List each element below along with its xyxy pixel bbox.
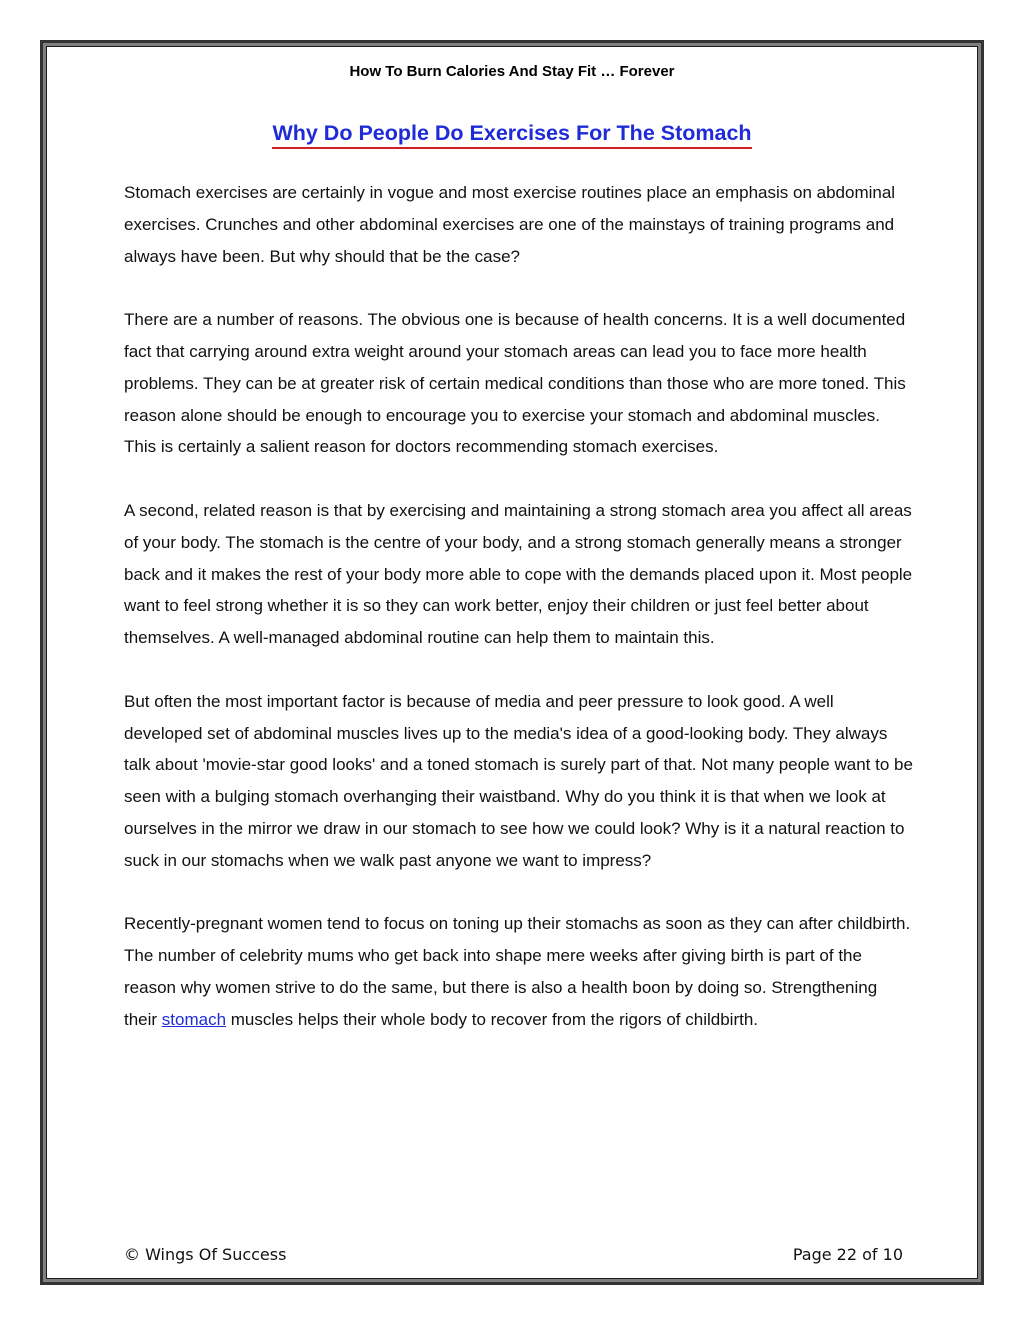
paragraph-4: But often the most important factor is because of media and peer pressure to look good. A well developed set of abdominal muscles lives up to the media's idea of a good-looking body. They always talk about 'movie-star good looks' and a toned stomach is surely part of that. Not many people want to be seen with a bulging stomach overhanging their waistband. Why do you think it is that when we look at ourselves in the mirror we draw in our stomach to see how we could look? Why is it a natural reaction to suck in our stomachs when we walk past anyone we want to impress?	[124, 691, 913, 870]
paragraph-1: Stomach exercises are certainly in vogue and most exercise routines place an emphasis on abdominal exercises. Crunches and other abdominal exercises are one of the mainstays of training programs and always have been. But why should that be the case?	[124, 183, 896, 266]
page-content-area	[46, 46, 978, 1279]
running-header: How To Burn Calories And Stay Fit … Forever	[349, 63, 675, 80]
paragraph-3: A second, related reason is that by exercising and maintaining a strong stomach area you affect all areas of your body. The stomach is the centre of your body, and a strong stomach generally means a stronger back and it makes the rest of your body more able to cope with the demands placed upon it. Most people want to feel strong whether it is so they can work better, enjoy their children or just feel better about themselves. A well-managed abdominal routine can help them to maintain this.	[124, 500, 913, 648]
footer-page-number: Page 22 of 10	[792, 1245, 903, 1264]
article-body	[124, 177, 914, 1067]
paragraph-2: There are a number of reasons. The obvious one is because of health concerns. It is a well documented fact that carrying around extra weight around your stomach areas can lead you to face more health problems. They can be at greater risk of certain medical conditions than those who are more toned. This reason alone should be enough to encourage you to exercise your stomach and abdominal muscles. This is certainly a salient reason for doctors recommending stomach exercises.	[124, 310, 906, 457]
article-title: Why Do People Do Exercises For The Stomach	[272, 121, 751, 149]
article-title-container	[47, 121, 977, 149]
paragraph-5	[124, 908, 914, 1035]
page-border	[40, 40, 984, 1285]
paragraph-5-text-after-link: muscles helps their whole body to recover from the rigors of childbirth.	[226, 1009, 759, 1029]
stomach-link[interactable]: stomach	[161, 1009, 227, 1029]
footer-copyright: © Wings Of Success	[124, 1245, 287, 1264]
paragraph-5-text-before-link: Recently-pregnant women tend to focus on toning up their stomachs as soon as they can after childbirth. The number of celebrity mums who get back into shape mere weeks after giving birth is part of the reason why women strive to do the same, but there is also a health boon by doing so. Strengthening their	[124, 914, 911, 1029]
